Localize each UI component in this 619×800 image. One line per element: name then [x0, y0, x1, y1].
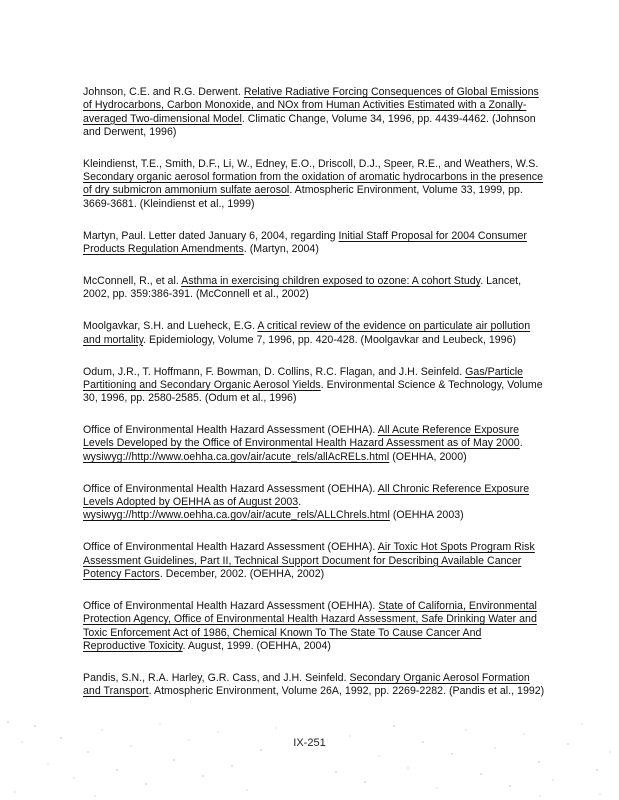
reference-authors: Martyn, Paul. Letter dated January 6, 2004, regarding: [83, 229, 339, 242]
reference-details: . Atmospheric Environment, Volume 26A, 1992, pp. 2269-2282. (Pandis et al., 1992): [148, 685, 545, 698]
reference-authors: Office of Environmental Health Hazard Assessment (OEHHA).: [83, 599, 379, 612]
reference-authors: Johnson, C.E. and R.G. Derwent.: [83, 86, 244, 98]
reference-authors: McConnell, R., et al.: [83, 275, 182, 288]
reference-entry: [83, 600, 545, 653]
reference-details: . Atmospheric Environment, Volume 33, 1999, pp. 3669-3681. (Kleindienst et al., 1999): [83, 184, 523, 210]
reference-citation: (OEHHA 2003): [389, 509, 464, 522]
reference-title: Gas/Particle Partitioning and Secondary Organic Aerosol Yields: [83, 365, 524, 391]
reference-authors: Odum, J.R., T. Hoffmann, F. Bowman, D. Collins, R.C. Flagan, and J.H. Seinfeld.: [83, 365, 466, 378]
reference-url-link[interactable]: wysiwyg://http://www.oehha.ca.gov/air/acute_rels/ALLChrels.html: [83, 509, 390, 522]
reference-authors: Office of Environmental Health Hazard Assessment (OEHHA).: [83, 482, 378, 495]
reference-entry: [83, 230, 545, 257]
reference-entry: [83, 320, 545, 347]
reference-title: Air Toxic Hot Spots Program Risk Assessment Guidelines, Part II, Technical Support Document for Describing Available Cancer Potency Factors: [83, 541, 535, 580]
reference-title: Asthma in exercising children exposed to ozone: A cohort Study: [181, 275, 481, 288]
reference-authors: Kleindienst, T.E., Smith, D.F., Li, W., Edney, E.O., Driscoll, D.J., Speer, R.E., and Weathers, W.S.: [83, 157, 539, 170]
scan-speckle-noise: [0, 712, 619, 800]
reference-entry: [83, 275, 545, 302]
reference-details: . Lancet, 2002, pp. 359:386-391. (McConnell et al., 2002): [83, 275, 522, 301]
reference-details: . Environmental Science & Technology, Volume 30, 1996, pp. 2580-2585. (Odum et al., 1996): [83, 378, 543, 405]
reference-entry: [83, 541, 545, 581]
reference-title: A critical review of the evidence on particulate air pollution and mortality: [83, 320, 531, 346]
reference-title: Secondary Organic Aerosol Formation and Transport: [83, 671, 530, 698]
reference-details: . August, 1999. (OEHHA, 2004): [182, 639, 331, 652]
reference-entry: [83, 672, 545, 699]
reference-entry: [83, 366, 545, 406]
reference-title: All Acute Reference Exposure Levels Developed by the Office of Environmental Health Hazard Assessment as of May 2000: [83, 424, 520, 450]
reference-details: . Epidemiology, Volume 7, 1996, pp. 420-428. (Moolgavkar and Leubeck, 1996): [143, 333, 517, 346]
reference-details: . December, 2002. (OEHHA, 2002): [159, 567, 325, 580]
reference-entry: [83, 158, 545, 211]
reference-list: [83, 86, 545, 717]
reference-details: .: [519, 437, 523, 450]
reference-authors: Office of Environmental Health Hazard Assessment (OEHHA).: [83, 424, 378, 437]
reference-title: State of California, Environmental Protection Agency, Office of Environmental Health Hazard Assessment, Safe Drinking Water and Toxic Enforcement Act of 1986, Chemical Known To The State To Cause Cancer And Reproductive Toxicity: [83, 599, 537, 652]
reference-title: All Chronic Reference Exposure Levels Adopted by OEHHA as of August 2003: [83, 482, 530, 509]
reference-title: Secondary organic aerosol formation from the oxidation of aromatic hydrocarbons in the presence of dry submicron ammonium sulfate aerosol: [83, 171, 544, 197]
reference-title: Relative Radiative Forcing Consequences of Global Emissions of Hydrocarbons, Carbon Monoxide, and NOx from Human Activities Estimated with a Zonally-averaged Two-dimensional Model: [83, 86, 539, 125]
reference-authors: Office of Environmental Health Hazard Assessment (OEHHA).: [83, 541, 378, 554]
reference-citation: (OEHHA, 2000): [389, 450, 467, 463]
reference-url-link[interactable]: wysiwyg://http://www.oehha.ca.gov/air/acute_rels/allAcRELs.html: [83, 450, 390, 463]
reference-title: Initial Staff Proposal for 2004 Consumer Products Regulation Amendments: [83, 229, 527, 256]
reference-details: . Climatic Change, Volume 34, 1996, pp. 4439-4462. (Johnson and Derwent, 1996): [83, 112, 536, 138]
reference-entry: [83, 86, 545, 139]
reference-entry: [83, 424, 545, 464]
reference-authors: Pandis, S.N., R.A. Harley, G.R. Cass, and J.H. Seinfeld.: [83, 671, 350, 684]
reference-details: . (Martyn, 2004): [243, 243, 319, 256]
reference-entry: [83, 483, 545, 523]
reference-authors: Moolgavkar, S.H. and Lueheck, E.G.: [83, 320, 258, 333]
reference-details: .: [298, 496, 302, 509]
page-number: IX-251: [293, 737, 326, 749]
